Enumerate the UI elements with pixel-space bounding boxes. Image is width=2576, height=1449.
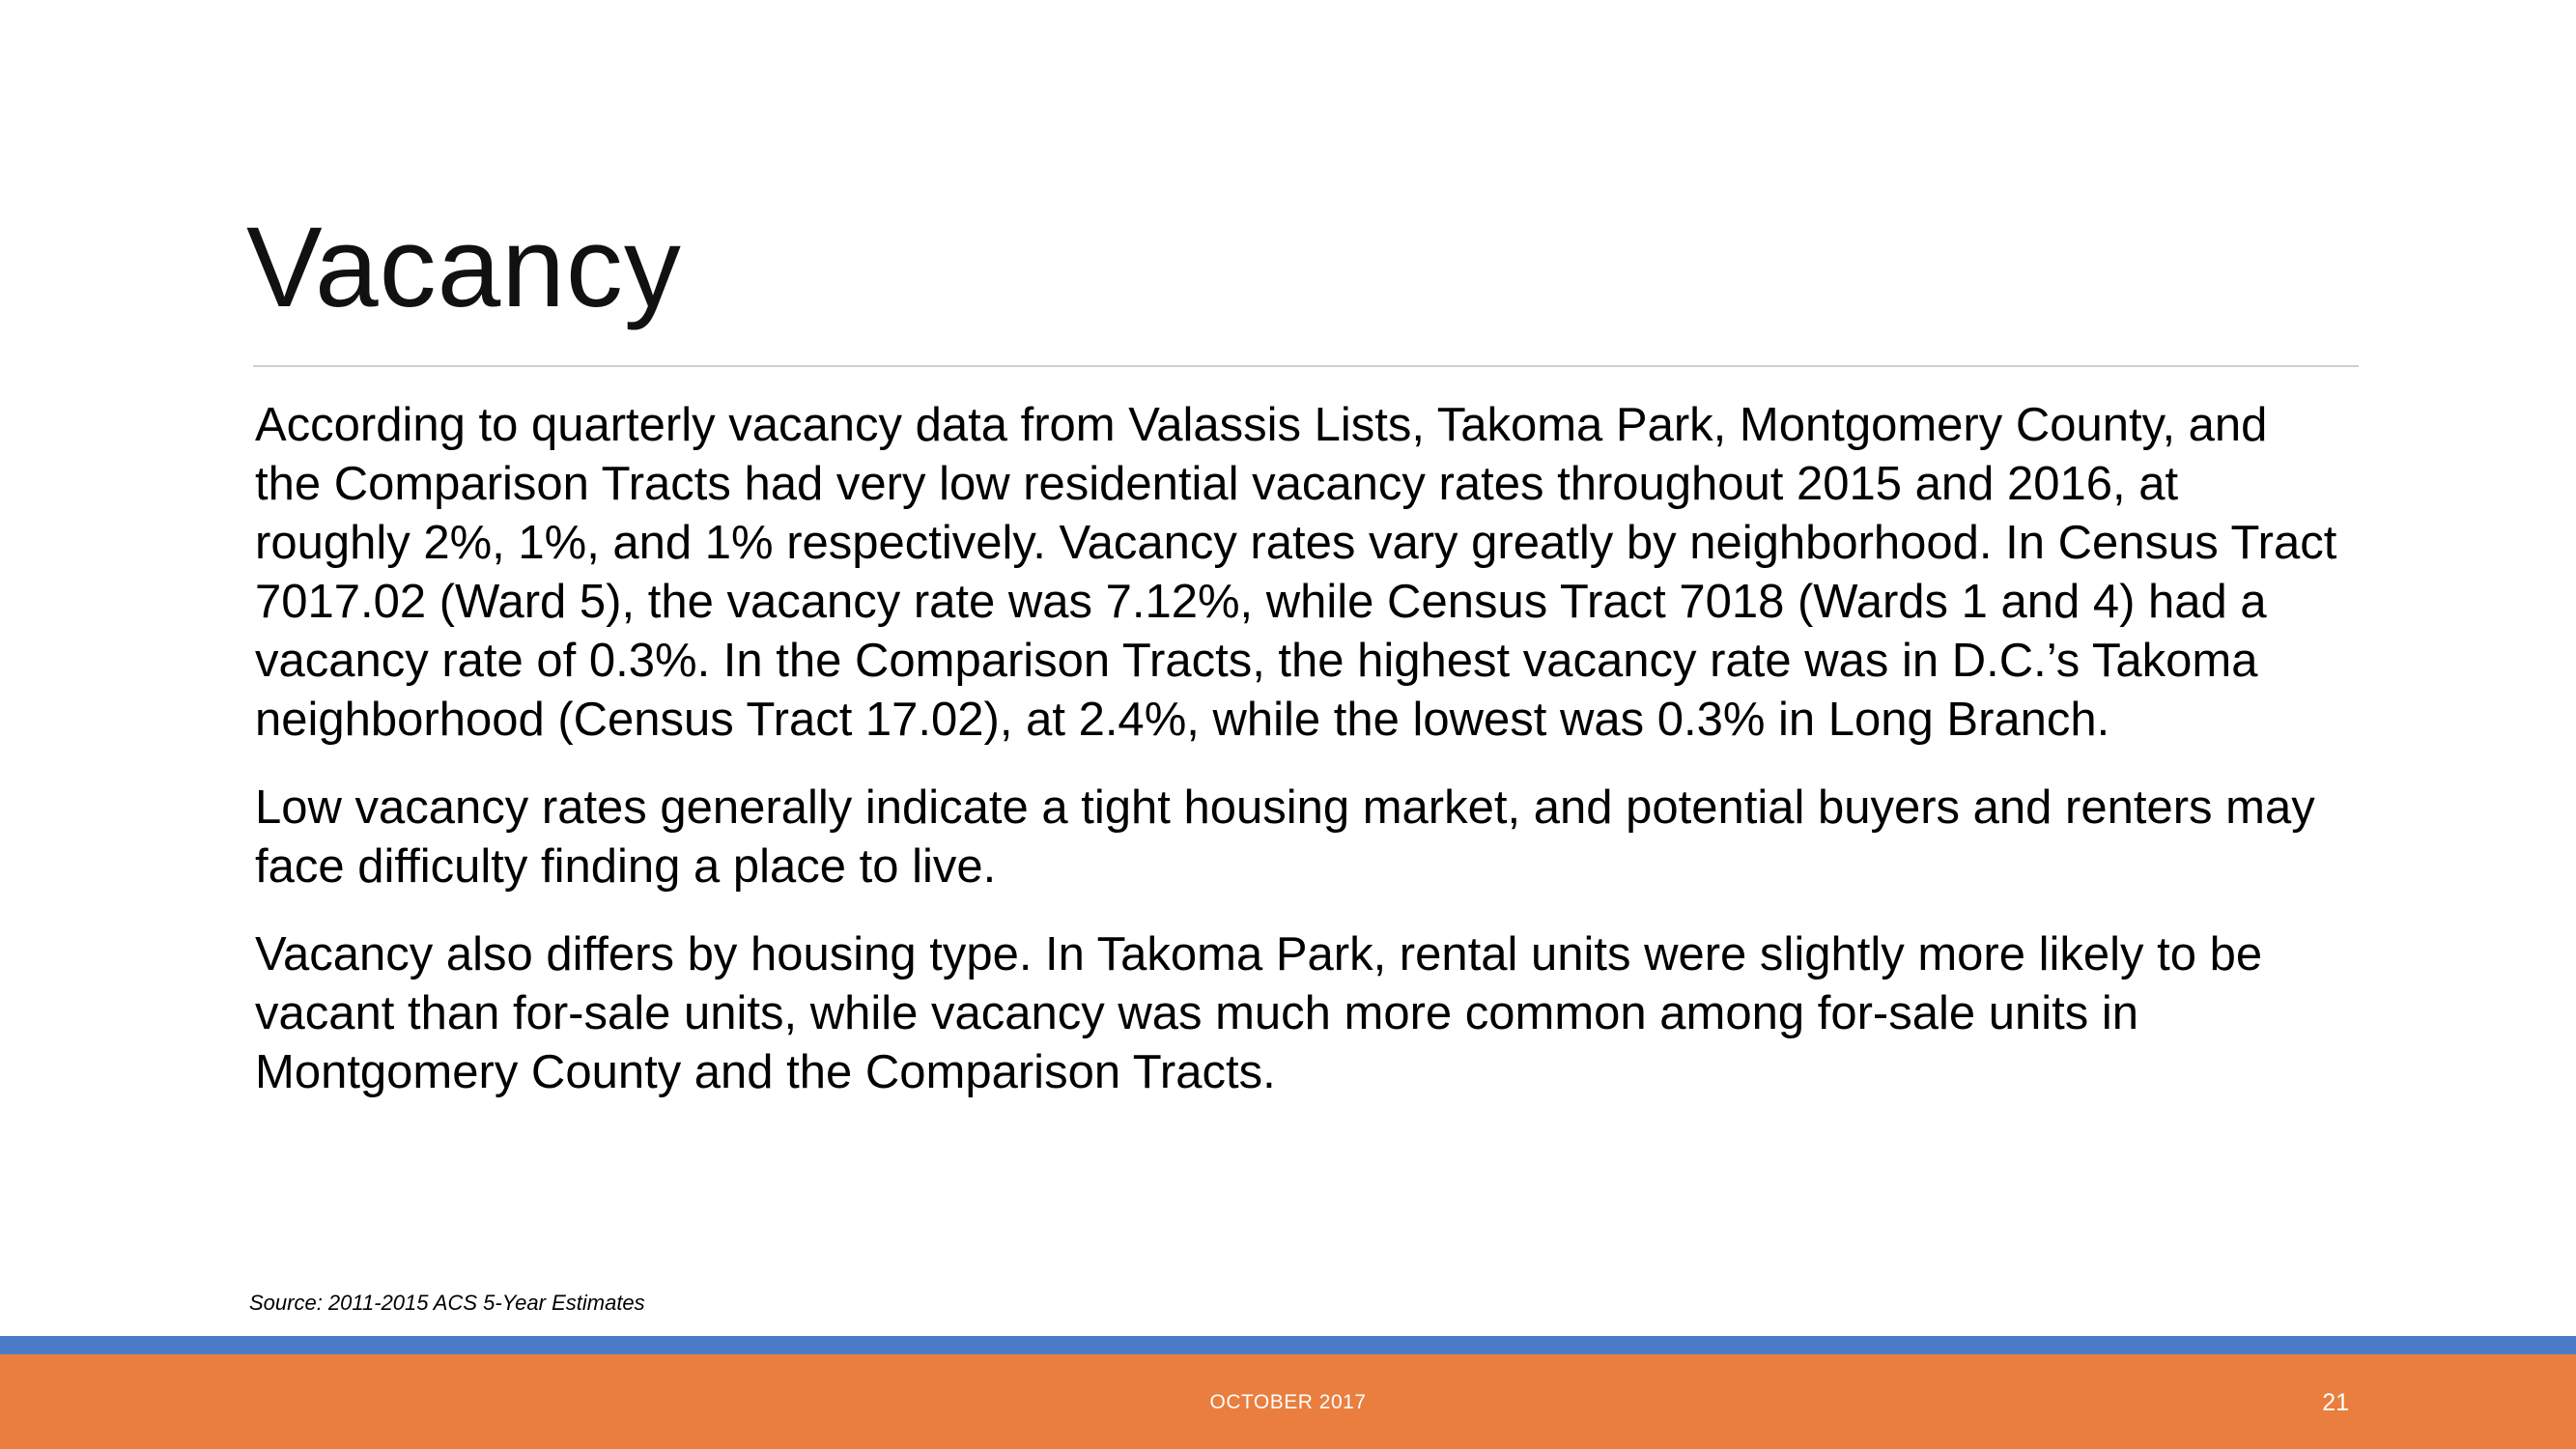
source-note: Source: 2011-2015 ACS 5-Year Estimates [249, 1291, 645, 1315]
footer-accent-band [0, 1336, 2576, 1354]
footer-date: OCTOBER 2017 [1209, 1391, 1367, 1413]
title-divider [253, 365, 2359, 367]
slide-body [255, 396, 2341, 1131]
body-paragraph-vacancy-rates: According to quarterly vacancy data from Valassis Lists, Takoma Park, Montgomery County, and the Comparison Tracts had very low residential vacancy rates throughout 2015 and 2016, at roughly 2%, 1%, and 1% respectively. Vacancy rates vary greatly by neighborhood. In Census Tract 7017.02 (Ward 5), the vacancy rate was 7.12%, while Census Tract 7018 (Wards 1 and 4) had a vacancy rate of 0.3%. In the Comparison Tracts, the highest vacancy rate was in D.C.’s Takoma neighborhood (Census Tract 17.02), at 2.4%, while the lowest was 0.3% in Long Branch. [255, 399, 2337, 746]
page-number: 21 [2322, 1389, 2349, 1416]
slide-title: Vacancy [246, 204, 682, 331]
body-paragraph-tight-market: Low vacancy rates generally indicate a tight housing market, and potential buyers and renters may face difficulty finding a place to live. [255, 781, 2315, 893]
body-paragraph-housing-type: Vacancy also differs by housing type. In Takoma Park, rental units were slightly more likely to be vacant than for-sale units, while vacancy was much more common among for-sale units in Montgomery County and the Comparison Tracts. [255, 928, 2263, 1098]
